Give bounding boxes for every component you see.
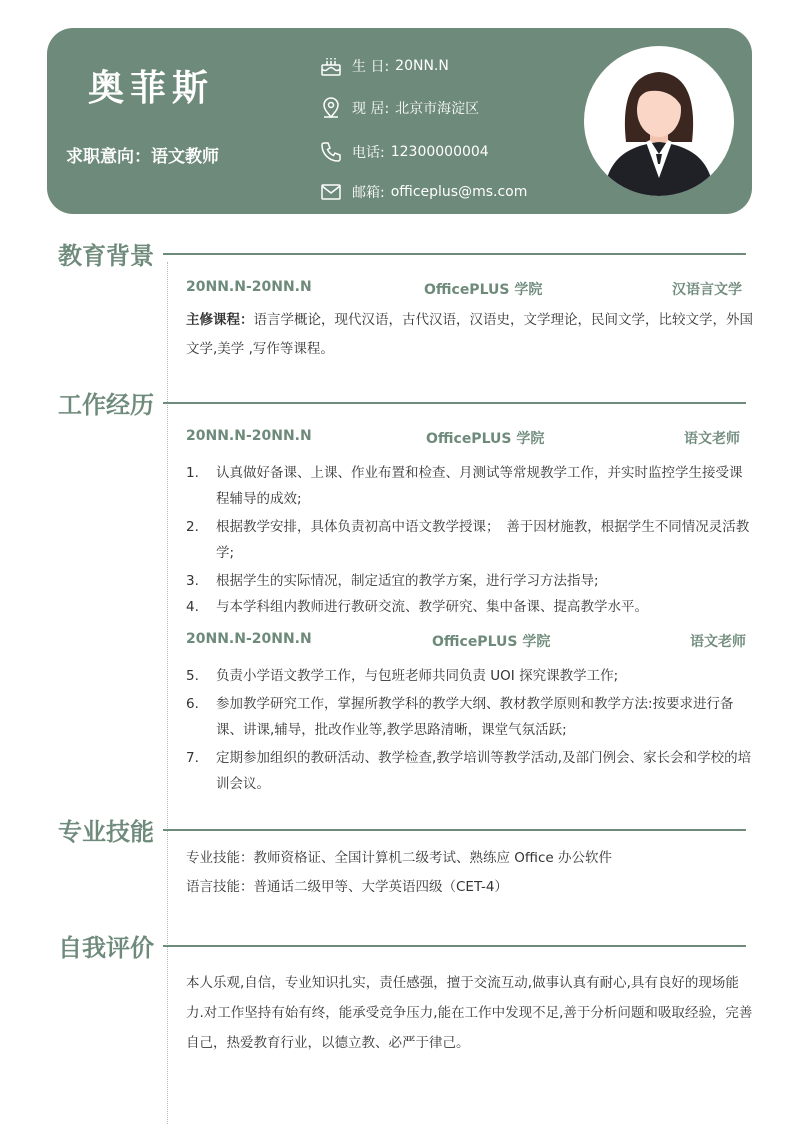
section-title-education: 教育背景	[58, 242, 154, 270]
section-title-skills: 专业技能	[58, 818, 154, 846]
work-org: OfficePLUS 学院	[432, 634, 551, 650]
info-birthday: 生 日: 20NN.N	[318, 53, 449, 79]
education-school: OfficePLUS 学院	[424, 282, 543, 298]
work-role: 语文老师	[690, 634, 746, 650]
email-value: officeplus@ms.com	[390, 184, 528, 200]
courses-text: 语言学概论，现代汉语，古代汉语，汉语史，文学理论，民间文学，比较文学，外国文学,美学 ,写作等课程。	[186, 312, 753, 357]
phone-value: 12300000004	[390, 144, 489, 160]
education-date: 20NN.N-20NN.N	[186, 279, 312, 295]
section-divider	[163, 829, 746, 831]
self-evaluation: 本人乐观,自信，专业知识扎实，责任感强，擅于交流互动,做事认真有耐心,具有良好的现场能力.对工作坚持有始有终，能承受竞争压力,能在工作中发现不足,善于分析问题和吸取经验，完善自己，热爱教育行业，以德立教、必严于律己。	[186, 975, 753, 1051]
mail-icon	[318, 179, 344, 205]
section-title-self: 自我评价	[58, 934, 154, 962]
location-icon	[318, 95, 344, 121]
phone-icon	[318, 139, 344, 165]
courses-label: 主修课程：	[186, 312, 254, 328]
profile-photo	[584, 46, 734, 196]
residence-value: 北京市海淀区	[395, 101, 480, 117]
cake-icon	[318, 53, 344, 79]
birthday-value: 20NN.N	[395, 58, 449, 74]
skill-language: 语言技能：普通话二级甲等、大学英语四级（CET-4）	[186, 879, 508, 895]
section-divider	[163, 253, 746, 255]
work-date: 20NN.N-20NN.N	[186, 631, 312, 647]
info-residence: 现 居: 北京市海淀区	[318, 95, 479, 121]
section-title-work: 工作经历	[58, 391, 154, 419]
applicant-name: 奥菲斯	[88, 68, 215, 109]
info-email: 邮箱: officeplus@ms.com	[318, 179, 527, 205]
education-courses	[186, 306, 756, 364]
timeline-line	[167, 262, 168, 1124]
section-divider	[163, 945, 746, 947]
education-major: 汉语言文学	[672, 282, 742, 298]
work-role: 语文老师	[684, 431, 740, 447]
info-phone: 电话: 12300000004	[318, 139, 489, 165]
work-date: 20NN.N-20NN.N	[186, 428, 312, 444]
skill-professional: 专业技能：教师资格证、全国计算机二级考试、熟练应 Office 办公软件	[186, 850, 612, 866]
work-org: OfficePLUS 学院	[426, 431, 545, 447]
job-intent: 求职意向：语文教师	[66, 147, 219, 167]
section-divider	[163, 402, 746, 404]
